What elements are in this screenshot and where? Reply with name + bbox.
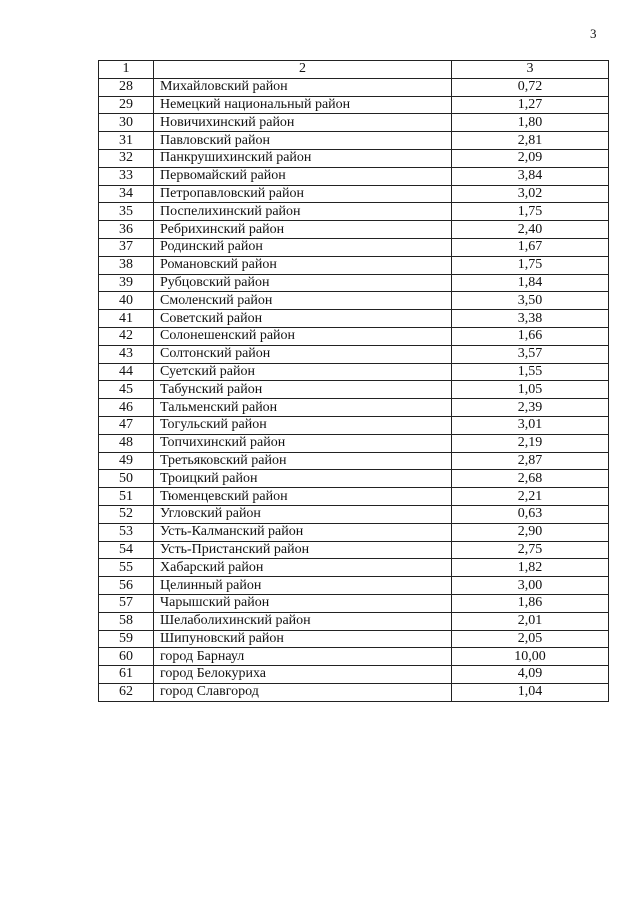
row-number-cell: 30 xyxy=(99,114,154,132)
district-name-cell: Родинский район xyxy=(154,238,452,256)
value-cell: 3,01 xyxy=(452,416,609,434)
district-name-cell: Ребрихинский район xyxy=(154,221,452,239)
row-number-cell: 39 xyxy=(99,274,154,292)
row-number-cell: 46 xyxy=(99,399,154,417)
table-row xyxy=(99,648,609,666)
district-name-cell: Третьяковский район xyxy=(154,452,452,470)
value-cell: 0,63 xyxy=(452,505,609,523)
district-name-cell: Рубцовский район xyxy=(154,274,452,292)
value-cell: 10,00 xyxy=(452,648,609,666)
district-name-cell: Тальменский район xyxy=(154,399,452,417)
value-cell: 0,72 xyxy=(452,78,609,96)
row-number-cell: 57 xyxy=(99,594,154,612)
value-cell: 1,05 xyxy=(452,381,609,399)
table-row xyxy=(99,274,609,292)
value-cell: 1,84 xyxy=(452,274,609,292)
table-row xyxy=(99,666,609,684)
table-row xyxy=(99,683,609,701)
district-name-cell: Павловский район xyxy=(154,132,452,150)
row-number-cell: 54 xyxy=(99,541,154,559)
row-number-cell: 52 xyxy=(99,505,154,523)
value-cell: 2,05 xyxy=(452,630,609,648)
row-number-cell: 37 xyxy=(99,238,154,256)
table-row xyxy=(99,594,609,612)
table-row xyxy=(99,434,609,452)
district-name-cell: Усть-Калманский район xyxy=(154,523,452,541)
district-name-cell: Тогульский район xyxy=(154,416,452,434)
value-cell: 1,27 xyxy=(452,96,609,114)
row-number-cell: 60 xyxy=(99,648,154,666)
row-number-cell: 35 xyxy=(99,203,154,221)
district-name-cell: Хабарский район xyxy=(154,559,452,577)
row-number-cell: 41 xyxy=(99,310,154,328)
value-cell: 1,67 xyxy=(452,238,609,256)
table-row xyxy=(99,132,609,150)
value-cell: 1,75 xyxy=(452,256,609,274)
row-number-cell: 29 xyxy=(99,96,154,114)
district-name-cell: Советский район xyxy=(154,310,452,328)
district-name-cell: Немецкий национальный район xyxy=(154,96,452,114)
row-number-cell: 56 xyxy=(99,577,154,595)
district-name-cell: Панкрушихинский район xyxy=(154,149,452,167)
district-name-cell: Поспелихинский район xyxy=(154,203,452,221)
value-cell: 1,75 xyxy=(452,203,609,221)
row-number-cell: 44 xyxy=(99,363,154,381)
district-name-cell: Целинный район xyxy=(154,577,452,595)
table-row xyxy=(99,78,609,96)
table-row xyxy=(99,399,609,417)
table-row xyxy=(99,630,609,648)
district-name-cell: Смоленский район xyxy=(154,292,452,310)
table-row xyxy=(99,238,609,256)
table-row xyxy=(99,149,609,167)
value-cell: 1,86 xyxy=(452,594,609,612)
district-name-cell: Тюменцевский район xyxy=(154,488,452,506)
value-cell: 2,75 xyxy=(452,541,609,559)
row-number-cell: 40 xyxy=(99,292,154,310)
table-row xyxy=(99,381,609,399)
value-cell: 2,81 xyxy=(452,132,609,150)
table-row xyxy=(99,523,609,541)
district-name-cell: Топчихинский район xyxy=(154,434,452,452)
table-row xyxy=(99,96,609,114)
district-name-cell: Троицкий район xyxy=(154,470,452,488)
value-cell: 3,02 xyxy=(452,185,609,203)
district-name-cell: город Барнаул xyxy=(154,648,452,666)
row-number-cell: 50 xyxy=(99,470,154,488)
district-name-cell: Усть-Пристанский район xyxy=(154,541,452,559)
district-name-cell: Новичихинский район xyxy=(154,114,452,132)
table-row xyxy=(99,167,609,185)
value-cell: 1,80 xyxy=(452,114,609,132)
table-row xyxy=(99,327,609,345)
district-name-cell: Суетский район xyxy=(154,363,452,381)
table-row xyxy=(99,310,609,328)
row-number-cell: 62 xyxy=(99,683,154,701)
row-number-cell: 58 xyxy=(99,612,154,630)
district-name-cell: Михайловский район xyxy=(154,78,452,96)
value-cell: 3,38 xyxy=(452,310,609,328)
table-body xyxy=(99,78,609,701)
value-cell: 1,04 xyxy=(452,683,609,701)
table-row xyxy=(99,452,609,470)
table-row xyxy=(99,292,609,310)
table-row xyxy=(99,203,609,221)
district-name-cell: Первомайский район xyxy=(154,167,452,185)
value-cell: 3,00 xyxy=(452,577,609,595)
value-cell: 2,01 xyxy=(452,612,609,630)
column-header-value: 3 xyxy=(452,61,609,79)
value-cell: 2,90 xyxy=(452,523,609,541)
table-row xyxy=(99,505,609,523)
row-number-cell: 42 xyxy=(99,327,154,345)
value-cell: 2,21 xyxy=(452,488,609,506)
row-number-cell: 36 xyxy=(99,221,154,239)
row-number-cell: 53 xyxy=(99,523,154,541)
district-name-cell: город Славгород xyxy=(154,683,452,701)
table-row xyxy=(99,345,609,363)
district-name-cell: Шипуновский район xyxy=(154,630,452,648)
table-row xyxy=(99,363,609,381)
row-number-cell: 48 xyxy=(99,434,154,452)
column-header-name: 2 xyxy=(154,61,452,79)
value-cell: 2,39 xyxy=(452,399,609,417)
district-name-cell: Петропавловский район xyxy=(154,185,452,203)
value-cell: 3,57 xyxy=(452,345,609,363)
row-number-cell: 51 xyxy=(99,488,154,506)
row-number-cell: 45 xyxy=(99,381,154,399)
table-row xyxy=(99,559,609,577)
district-name-cell: город Белокуриха xyxy=(154,666,452,684)
table-row xyxy=(99,577,609,595)
table-row xyxy=(99,612,609,630)
district-name-cell: Чарышский район xyxy=(154,594,452,612)
row-number-cell: 34 xyxy=(99,185,154,203)
value-cell: 1,55 xyxy=(452,363,609,381)
value-cell: 2,19 xyxy=(452,434,609,452)
table-row xyxy=(99,256,609,274)
table-row xyxy=(99,185,609,203)
value-cell: 2,40 xyxy=(452,221,609,239)
table-row xyxy=(99,416,609,434)
row-number-cell: 33 xyxy=(99,167,154,185)
row-number-cell: 59 xyxy=(99,630,154,648)
district-name-cell: Шелаболихинский район xyxy=(154,612,452,630)
table-header-row xyxy=(99,61,609,79)
row-number-cell: 31 xyxy=(99,132,154,150)
value-cell: 2,09 xyxy=(452,149,609,167)
table-row xyxy=(99,488,609,506)
value-cell: 3,84 xyxy=(452,167,609,185)
value-cell: 2,68 xyxy=(452,470,609,488)
table-row xyxy=(99,114,609,132)
row-number-cell: 49 xyxy=(99,452,154,470)
row-number-cell: 43 xyxy=(99,345,154,363)
value-cell: 2,87 xyxy=(452,452,609,470)
row-number-cell: 55 xyxy=(99,559,154,577)
row-number-cell: 32 xyxy=(99,149,154,167)
value-cell: 1,82 xyxy=(452,559,609,577)
district-name-cell: Табунский район xyxy=(154,381,452,399)
district-name-cell: Романовский район xyxy=(154,256,452,274)
row-number-cell: 38 xyxy=(99,256,154,274)
row-number-cell: 28 xyxy=(99,78,154,96)
data-table xyxy=(98,60,609,702)
row-number-cell: 61 xyxy=(99,666,154,684)
district-name-cell: Угловский район xyxy=(154,505,452,523)
value-cell: 4,09 xyxy=(452,666,609,684)
page-number: 3 xyxy=(590,26,597,41)
table-row xyxy=(99,541,609,559)
column-header-number: 1 xyxy=(99,61,154,79)
value-cell: 3,50 xyxy=(452,292,609,310)
table-row xyxy=(99,470,609,488)
table-row xyxy=(99,221,609,239)
district-name-cell: Солонешенский район xyxy=(154,327,452,345)
row-number-cell: 47 xyxy=(99,416,154,434)
district-name-cell: Солтонский район xyxy=(154,345,452,363)
value-cell: 1,66 xyxy=(452,327,609,345)
